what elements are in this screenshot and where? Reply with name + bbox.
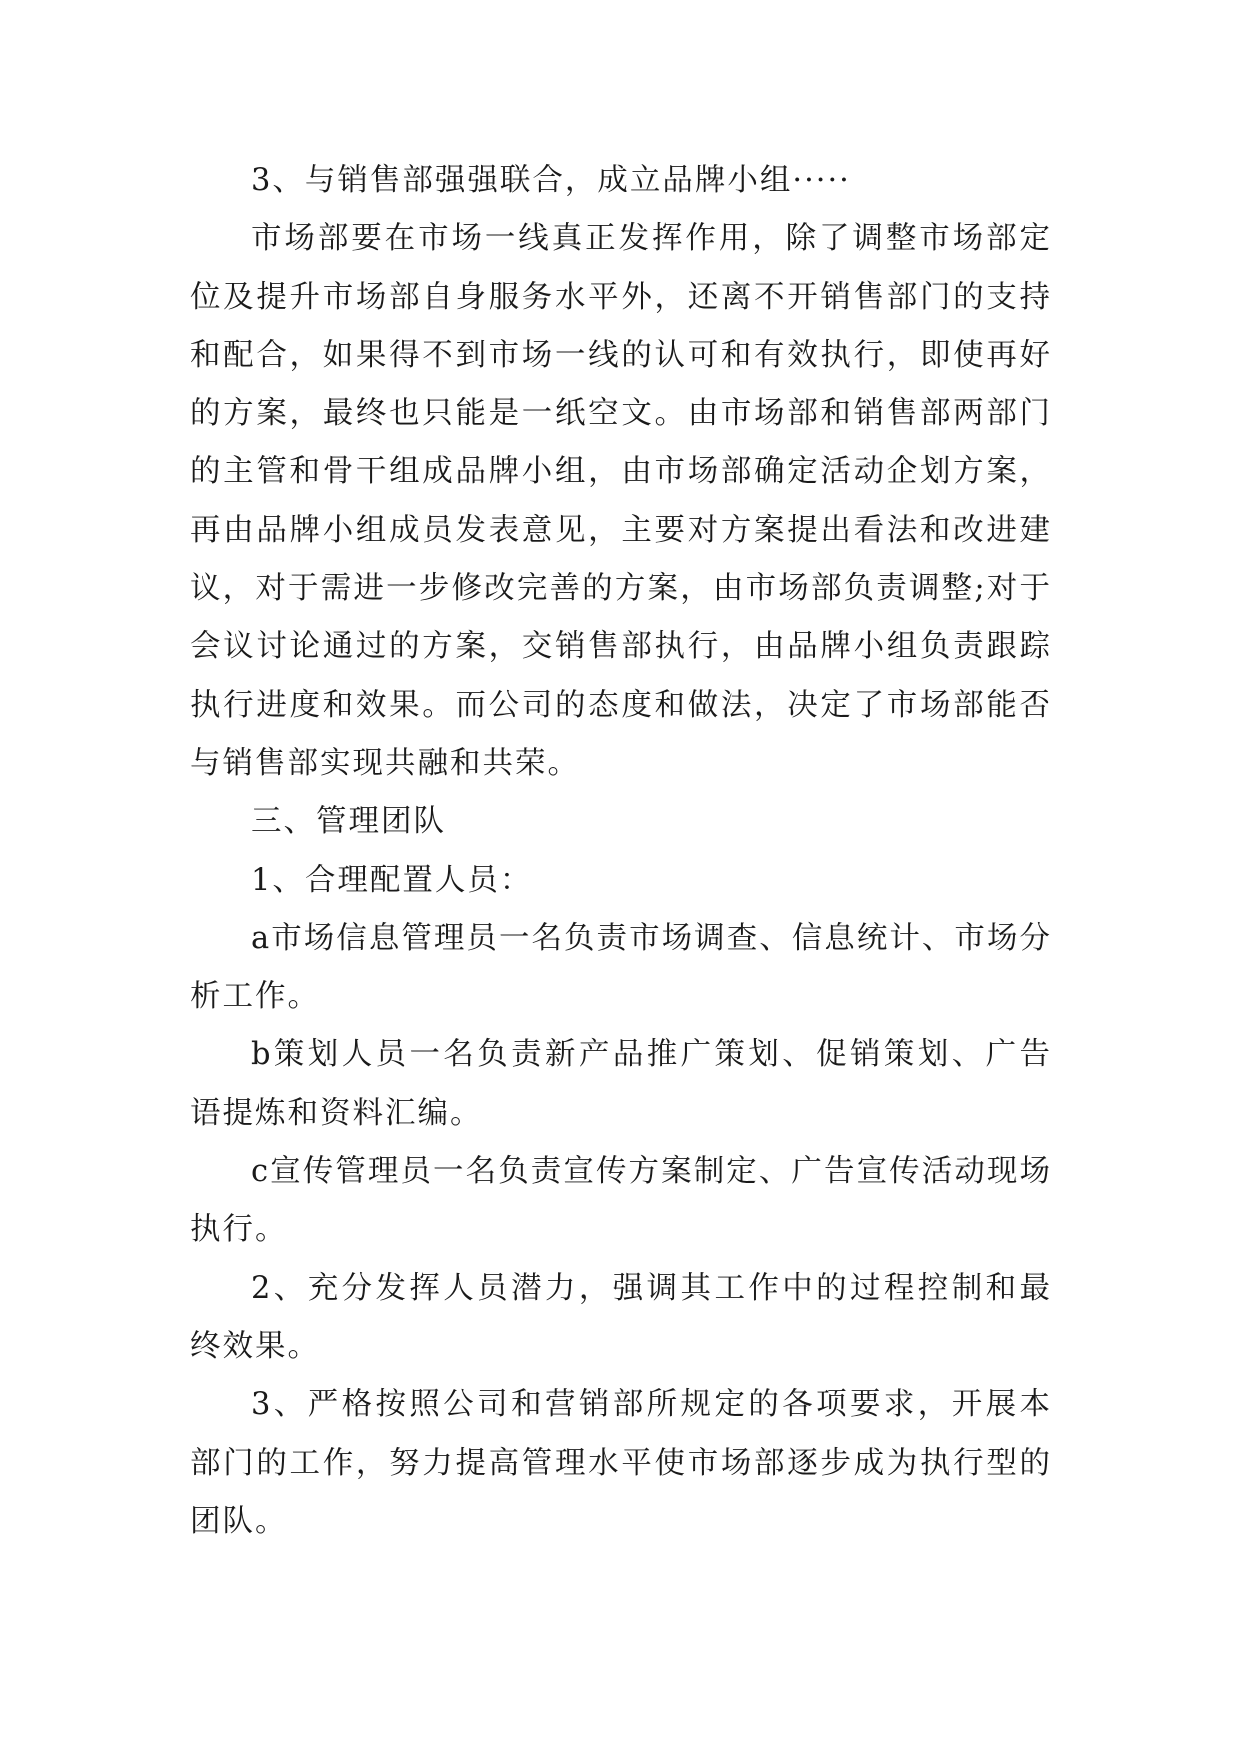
paragraph-brand-group-heading: 3、与销售部强强联合，成立品牌小组····· xyxy=(251,163,851,198)
list-item-publicity-manager: c宣传管理员一名负责宣传方案制定、广告宣传活动现场执行。 xyxy=(190,1154,1052,1248)
paragraph-staff-potential: 2、充分发挥人员潜力，强调其工作中的过程控制和最终效果。 xyxy=(190,1270,1052,1364)
document-page xyxy=(190,152,1052,1551)
paragraph-brand-group-body: 市场部要在市场一线真正发挥作用，除了调整市场部定位及提升市场部自身服务水平外，还离不开销售部门的支持和配合，如果得不到市场一线的认可和有效执行，即使再好的方案，最终也只能是一纸空文。由市场部和销售部两部门的主管和骨干组成品牌小组，由市场部确定活动企划方案，再由品牌小组成员发表意见，主要对方案提出看法和改进建议，对于需进一步修改完善的方案，由市场部负责调整;对于会议讨论通过的方案，交销售部执行，由品牌小组负责跟踪执行进度和效果。而公司的态度和做法，决定了市场部能否与销售部实现共融和共荣。 xyxy=(190,221,1052,781)
paragraph-staffing: 1、合理配置人员： xyxy=(251,862,533,898)
paragraph-requirements: 3、严格按照公司和营销部所规定的各项要求，开展本部门的工作，努力提高管理水平使市场部逐步成为执行型的团队。 xyxy=(190,1387,1052,1539)
section-heading-team: 三、管理团队 xyxy=(251,804,446,840)
list-item-info-manager: a市场信息管理员一名负责市场调查、信息统计、市场分析工作。 xyxy=(190,920,1052,1015)
list-item-planner: b策划人员一名负责新产品推广策划、促销策划、广告语提炼和资料汇编。 xyxy=(190,1037,1052,1131)
